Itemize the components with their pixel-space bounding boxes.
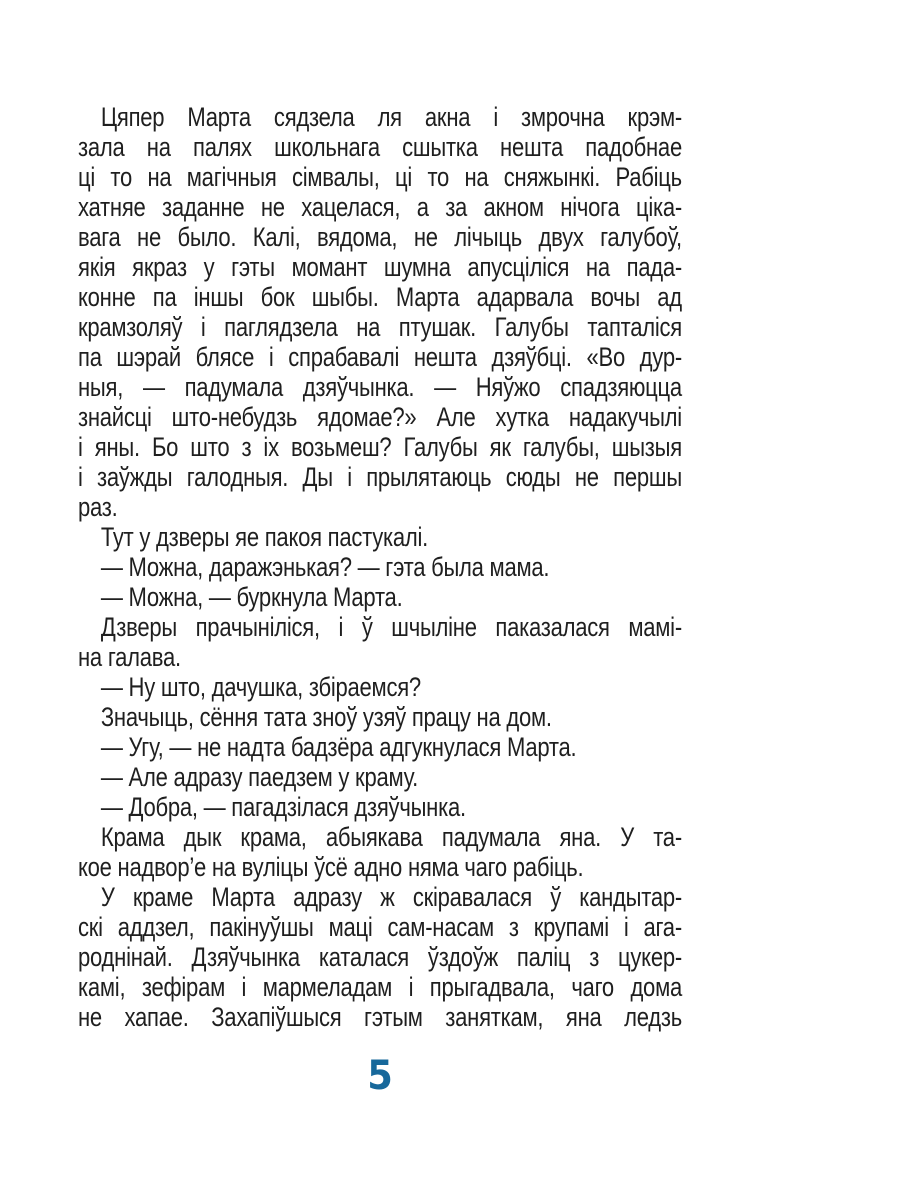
word: яна. — [559, 822, 602, 852]
text-line — [78, 972, 682, 1002]
word: і — [241, 972, 247, 1002]
word: нешта — [500, 132, 564, 162]
text-line — [78, 222, 682, 252]
word: Ды — [302, 462, 333, 492]
word: зефірам — [141, 972, 225, 1002]
word: на — [585, 252, 610, 282]
word: з — [508, 912, 519, 942]
word: на — [146, 132, 171, 162]
text-line — [78, 432, 682, 462]
word: яны. — [94, 432, 140, 462]
word: двух — [538, 222, 584, 252]
word: роднінай. — [78, 942, 173, 972]
text-line: — Добра, — пагадзілася дзяўчынка. — [100, 792, 466, 822]
word: нічога — [560, 192, 620, 222]
word: зала — [78, 132, 125, 162]
word: скі — [78, 912, 103, 942]
text-line: кое надвор’е на вуліцы ўсё адно няма чаго рабіць. — [78, 852, 584, 882]
text-line — [78, 1002, 682, 1032]
word: ныя, — [78, 372, 124, 402]
word: падумала — [184, 372, 283, 402]
word: дык — [183, 822, 222, 852]
word: Галубы — [403, 432, 478, 462]
word: «Во — [586, 342, 625, 372]
word: гэты — [231, 252, 275, 282]
word: сам-насам — [387, 912, 494, 942]
text-line: — Можна, даражэнькая? — гэта была мама. — [100, 552, 550, 582]
text-line: — Угу, — не надта бадзёра адгукнулася Марта. — [100, 732, 577, 762]
word: шчыліне — [391, 612, 477, 642]
text-line — [78, 402, 682, 432]
word: акном — [483, 192, 544, 222]
word: што-небудзь — [171, 402, 298, 432]
text-line — [78, 102, 682, 132]
word: гэтым — [364, 1002, 423, 1032]
text-line: Значыць, сёння тата зноў узяў працу на дом. — [100, 702, 552, 732]
word: крамзоляў — [78, 312, 183, 342]
word: і — [338, 612, 344, 642]
word: мармеладам — [262, 972, 393, 1002]
word: каталася — [318, 942, 409, 972]
word: і — [78, 432, 83, 462]
word: і — [347, 462, 352, 492]
word: ці — [78, 162, 96, 192]
word: ад — [657, 282, 682, 312]
word: момант — [291, 252, 368, 282]
word: Бо — [151, 432, 179, 462]
word: а — [416, 192, 429, 222]
word: блясе — [195, 342, 255, 372]
word: у — [203, 252, 215, 282]
word: галубоў, — [600, 222, 682, 252]
word: заданне — [162, 192, 245, 222]
word: Марта — [395, 282, 460, 312]
word: магічныя — [186, 162, 277, 192]
word: лічыць — [454, 222, 522, 252]
word: дзяўчынка. — [302, 372, 415, 402]
word: Дзверы — [100, 612, 177, 642]
word: ядомае?» — [317, 402, 417, 432]
word: крэм- — [627, 102, 682, 132]
text-line — [78, 822, 682, 852]
word: і — [78, 462, 83, 492]
word: Калі, — [252, 222, 301, 252]
word: — — [434, 372, 456, 402]
word: пакінуўшы — [209, 912, 314, 942]
word: Дзяўчынка — [191, 942, 300, 972]
word: ці — [395, 162, 413, 192]
word: У — [100, 882, 115, 912]
word: дома — [630, 972, 682, 1002]
word: якія — [78, 252, 116, 282]
word: пада- — [626, 252, 682, 282]
word: хутка — [495, 402, 549, 432]
text-line — [78, 192, 682, 222]
word: заўжды — [97, 462, 173, 492]
text-line — [78, 462, 682, 492]
text-line — [78, 252, 682, 282]
word: паглядзела — [224, 312, 338, 342]
word: дзяўбці. — [491, 342, 572, 372]
word: шызыя — [611, 432, 682, 462]
word: тапталіся — [587, 312, 682, 342]
word: што — [190, 432, 230, 462]
word: спадзяюцца — [560, 372, 682, 402]
text-line — [78, 342, 682, 372]
text-line: — Але адразу паедзем у краму. — [100, 762, 419, 792]
word: У — [620, 822, 634, 852]
word: на — [147, 162, 172, 192]
word: шэрай — [116, 342, 181, 372]
text-line — [78, 312, 682, 342]
word: прылятаюць — [366, 462, 492, 492]
word: шыбы. — [311, 282, 379, 312]
word: хапае. — [124, 1002, 189, 1032]
word: шумна — [383, 252, 451, 282]
word: палях — [193, 132, 252, 162]
word: то — [110, 162, 133, 192]
word: мамі- — [628, 612, 682, 642]
word: та- — [653, 822, 682, 852]
word: не — [78, 1002, 102, 1032]
text-line — [78, 942, 682, 972]
word: прачыніліся, — [195, 612, 320, 642]
word: падобнае — [585, 132, 682, 162]
word: ага- — [643, 912, 682, 942]
word: Рабіць — [615, 162, 682, 192]
word: птушак. — [398, 312, 477, 342]
word: хацелася, — [301, 192, 401, 222]
word: маці — [328, 912, 373, 942]
text-line — [78, 912, 682, 942]
page-number: 5 — [367, 1053, 393, 1099]
text-line — [78, 882, 682, 912]
word: галубы, — [522, 432, 600, 462]
word: паліц — [516, 942, 571, 972]
text-line: Тут у дзверы яе пакоя пастукалі. — [100, 522, 429, 552]
word: іншы — [193, 282, 244, 312]
word: то — [427, 162, 450, 192]
word: крама, — [240, 822, 307, 852]
word: акна — [424, 102, 471, 132]
page-text — [78, 102, 682, 1032]
word: дур- — [639, 342, 682, 372]
text-line — [78, 372, 682, 402]
word: чаго — [571, 972, 614, 1002]
word: не — [574, 462, 599, 492]
text-line: раз. — [78, 492, 118, 522]
word: Галубы — [494, 312, 569, 342]
word: — — [142, 372, 165, 402]
word: вага — [78, 222, 121, 252]
text-line: — Можна, — буркнула Марта. — [100, 582, 403, 612]
word: школьнага — [274, 132, 380, 162]
word: з — [589, 942, 600, 972]
word: Але — [436, 402, 476, 432]
text-line — [78, 162, 682, 192]
word: іх — [263, 432, 279, 462]
word: і — [408, 972, 414, 1002]
word: Марта — [187, 102, 251, 132]
word: паказалася — [495, 612, 610, 642]
word: сімвалы, — [291, 162, 380, 192]
word: сядзела — [273, 102, 355, 132]
word: Няўжо — [475, 372, 541, 402]
word: змрочна — [521, 102, 605, 132]
word: скіравалася — [412, 882, 532, 912]
word: крупамі — [533, 912, 609, 942]
word: нешта — [413, 342, 477, 372]
word: аддзел, — [117, 912, 195, 942]
word: цукер- — [618, 942, 682, 972]
word: конне — [78, 282, 136, 312]
word: і — [623, 912, 629, 942]
word: па — [78, 342, 102, 372]
word: вочы — [590, 282, 641, 312]
word: не — [137, 222, 161, 252]
word: заняткам, — [445, 1002, 544, 1032]
word: спрабавалі — [288, 342, 400, 372]
word: сшытка — [402, 132, 478, 162]
word: надакучылі — [568, 402, 682, 432]
word: яна — [565, 1002, 602, 1032]
word: ледзь — [624, 1002, 682, 1032]
word: якраз — [132, 252, 187, 282]
word: ўздоўж — [427, 942, 498, 972]
word: сюды — [505, 462, 561, 492]
word: ж — [380, 882, 395, 912]
text-line: — Ну што, дачушка, збіраемся? — [100, 672, 421, 702]
word: і — [268, 342, 274, 372]
word: адразу — [293, 882, 362, 912]
word: апусціліся — [467, 252, 570, 282]
word: на — [356, 312, 381, 342]
word: не — [260, 192, 285, 222]
word: па — [152, 282, 177, 312]
word: не — [413, 222, 438, 252]
word: возьмеш? — [290, 432, 392, 462]
word: і — [200, 312, 206, 342]
word: ціка- — [635, 192, 682, 222]
word: вядома, — [316, 222, 398, 252]
word: хатняе — [78, 192, 146, 222]
word: за — [445, 192, 468, 222]
word: Захапіўшыся — [211, 1002, 342, 1032]
word: было. — [177, 222, 237, 252]
word: Марта — [211, 882, 275, 912]
word: камі, — [78, 972, 126, 1002]
word: знайсці — [78, 402, 152, 432]
word: краме — [132, 882, 194, 912]
text-line — [78, 612, 682, 642]
word: першы — [613, 462, 682, 492]
text-line — [78, 282, 682, 312]
word: ў — [550, 882, 561, 912]
word: галодныя. — [186, 462, 289, 492]
text-line: на галава. — [78, 642, 181, 672]
word: падумала — [441, 822, 541, 852]
word: бок — [260, 282, 295, 312]
word: з — [241, 432, 252, 462]
text-line — [78, 132, 682, 162]
word: абыякава — [325, 822, 423, 852]
word: прыгадвала, — [429, 972, 555, 1002]
word: ў — [361, 612, 373, 642]
word: на — [464, 162, 489, 192]
word: ля — [377, 102, 402, 132]
word: і — [493, 102, 498, 132]
word: Цяпер — [100, 102, 165, 132]
word: сняжынкі. — [503, 162, 601, 192]
word: кандытар- — [579, 882, 682, 912]
word: Крама — [100, 822, 165, 852]
word: як — [489, 432, 511, 462]
word: адарвала — [476, 282, 574, 312]
